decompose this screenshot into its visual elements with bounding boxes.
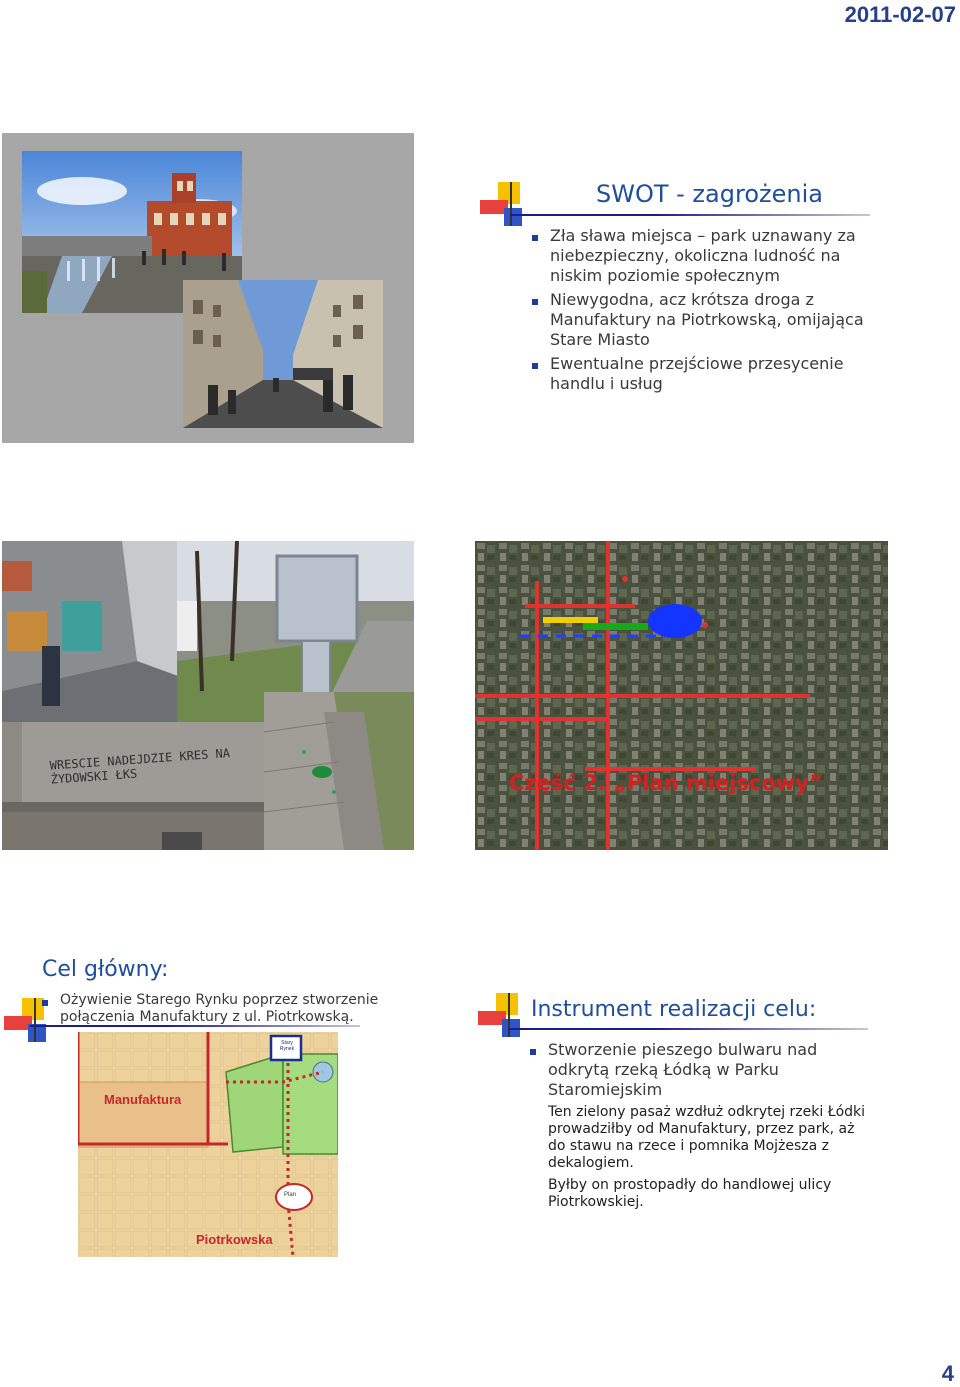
slide-title: Instrument realizacji celu: [531, 997, 817, 1022]
page-date: 2011-02-07 [844, 2, 956, 27]
map-label-plan: Plan [284, 1192, 297, 1198]
slide-title: Część 2. „Plan miejscowy” [509, 771, 823, 795]
list-item [532, 354, 867, 394]
street-map [78, 1032, 338, 1257]
aerial-map-slide [475, 541, 888, 850]
title-ornament [478, 993, 538, 1033]
slide-5 [0, 950, 440, 1270]
map-label-stary-rynek: Stary Rynek [279, 1040, 295, 1052]
list-item [42, 992, 387, 1026]
list-item [532, 290, 867, 350]
street-photo [183, 280, 383, 428]
title-underline [510, 214, 870, 216]
aerial-map [475, 541, 888, 850]
bullet-text: Zła sława miejsca – park uznawany za niebezpieczny, okoliczna ludność na niskim poziomie społecznym [550, 226, 856, 285]
list-item [530, 1040, 860, 1100]
title-underline [508, 1028, 868, 1030]
slide-6 [478, 985, 878, 1245]
slide-title: Cel główny: [42, 957, 169, 982]
broken-glass-photo [264, 692, 414, 850]
slide-1 [480, 176, 880, 416]
body-paragraph: Byłby on prostopadły do handlowej ulicy Piotrkowskiej. [548, 1177, 832, 1210]
bullet-list [532, 226, 867, 394]
bullet-text: Stworzenie pieszego bulwaru nad odkrytą rzeką Łódką w Parku Staromiejskim [548, 1040, 818, 1099]
bullet-text: Niewygodna, acz krótsza droga z Manufaktury na Piotrkowską, omijająca Stare Miasto [550, 290, 864, 349]
graffiti-text: WRESCIE NADEJDZIE KRES NA ŻYDOWSKI ŁKS [49, 746, 231, 787]
title-ornament [480, 182, 540, 222]
slide-title: SWOT - zagrożenia [596, 180, 823, 208]
list-item [532, 226, 867, 286]
bullet-list [42, 992, 387, 1026]
bullet-text: Ożywienie Starego Rynku poprzez stworzenie połączenia Manufaktury z ul. Piotrkowską. [60, 992, 379, 1025]
shop-street-photo [2, 541, 178, 723]
bullet-list [530, 1040, 860, 1100]
graffiti-wall-photo [2, 722, 264, 850]
bullet-text: Ewentualne przejściowe przesycenie handlu i usług [550, 354, 844, 393]
body-paragraph: Ten zielony pasaż wzdłuż odkrytej rzeki Łódki prowadziłby od Manufaktury, przez park, aż do stawu na rzece i pomnika Mojżesza z dekalogiem. [548, 1104, 866, 1171]
map-label-manufaktura: Manufaktura [104, 1092, 182, 1107]
page-number: 4 [941, 1361, 954, 1386]
map-label-piotrkowska: Piotrkowska [196, 1232, 273, 1247]
